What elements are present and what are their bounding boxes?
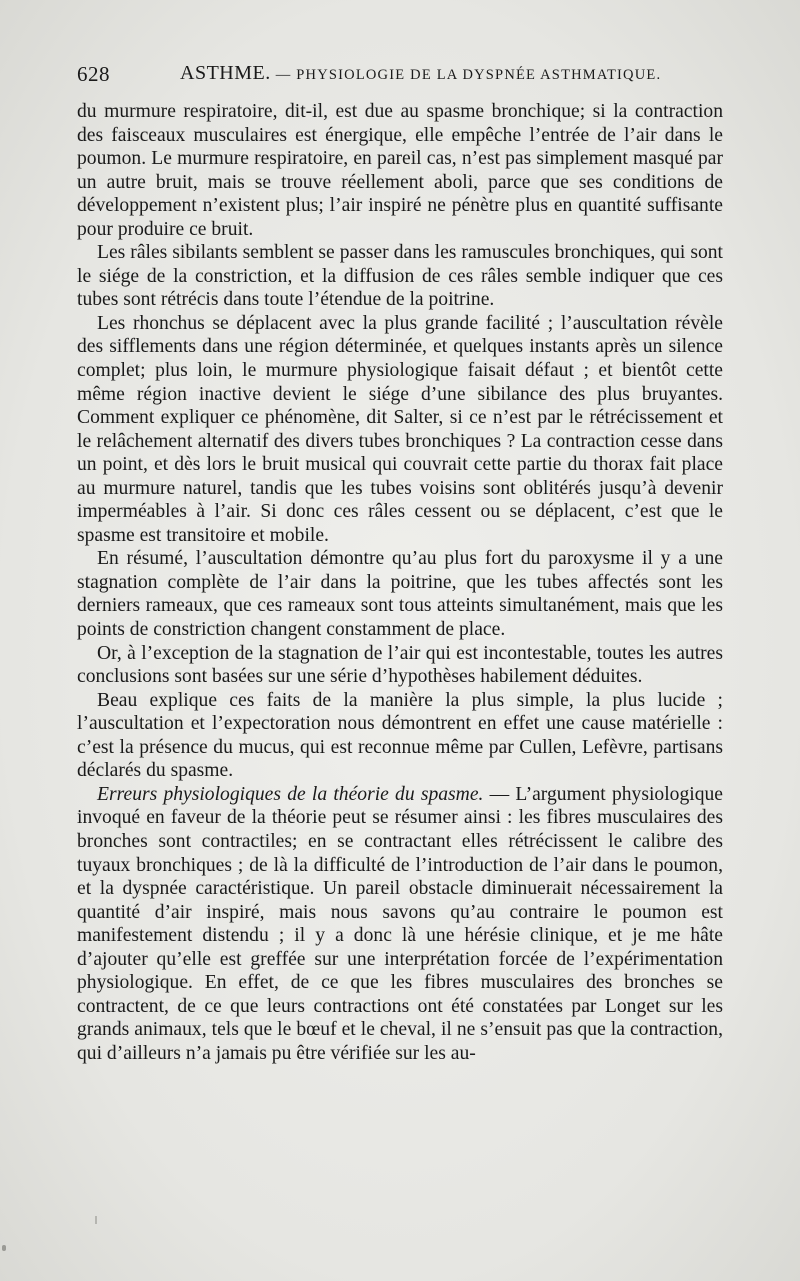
running-title-sub: — PHYSIOLOGIE DE LA DYSPNÉE ASTHMATIQUE. [275, 67, 662, 83]
running-title-main: ASTHME. [180, 62, 271, 84]
paragraph-7 [77, 783, 723, 1066]
body-text [77, 100, 723, 1065]
section-heading-italic: Erreurs physiologiques de la théorie du spasme. [97, 783, 484, 805]
paragraph-2: Les râles sibilants semblent se passer dans les ramuscules bronchiques, qui sont le siége de la constriction, et la diffusion de ces râles semble indiquer que ces tubes sont rétrécis dans toute l’étendue de la poitrine. [77, 242, 723, 311]
paragraph-7-text: — L’argument physiologique invoqué en faveur de la théorie peut se résumer ainsi : les fibres musculaires des bronches sont contractiles; en se contractant elles rétrécissent le calibre des tuyaux bronchiques ; de là la difficulté de l’introduction de l’air dans le poumon, et la dyspnée caractéristique. Un pareil obstacle diminuerait nécessairement la quantité d’air inspiré, mais nous savons qu’au contraire le poumon est manifestement distendu ; il y a donc là une hérésie clinique, et je me hâte d’ajouter qu’elle est greffée sur une interprétation forcée de l’expérimentation physiologique. En effet, de ce que les fibres musculaires des bronches se contractent, de ce que leurs contractions ont été constatées par Longet sur les grands animaux, tels que le bœuf et le cheval, il ne s’ensuit pas que la contraction, qui d’ailleurs n’a jamais pu être vérifiée sur les au- [77, 783, 723, 1064]
paragraph-4: En résumé, l’auscultation démontre qu’au plus fort du paroxysme il y a une stagnation complète de l’air dans la poitrine, que les tubes affectés sont les derniers rameaux, que ces rameaux sont tous atteints simultanément, mais que les points de constriction changent constamment de place. [77, 548, 723, 641]
paper-speck [2, 1245, 6, 1251]
paper-mark [95, 1216, 97, 1224]
paragraph-5: Or, à l’exception de la stagnation de l’air qui est incontestable, toutes les autres conclusions sont basées sur une série d’hypothèses habilement déduites. [77, 642, 723, 688]
running-title [180, 62, 661, 85]
paragraph-6: Beau explique ces faits de la manière la plus simple, la plus lucide ; l’auscultation et l’expectoration nous démontrent en effet une cause matérielle : c’est la présence du mucus, qui est reconnue même par Cullen, Lefèvre, partisans déclarés du spasme. [77, 689, 723, 782]
running-header [77, 62, 727, 90]
page-number: 628 [77, 62, 110, 86]
paragraph-1: du murmure respiratoire, dit-il, est due au spasme bronchique; si la contraction des faisceaux musculaires est énergique, elle empêche l’entrée de l’air dans le poumon. Le murmure respiratoire, en pareil cas, n’est pas simplement masqué par un autre bruit, mais se trouve réellement aboli, parce que ses conditions de développement n’existent plus; l’air inspiré ne pénètre plus en quantité suffisante pour produire ce bruit. [77, 101, 723, 240]
paragraph-3: Les rhonchus se déplacent avec la plus grande facilité ; l’auscultation révèle des sifflements dans une région déterminée, et quelques instants après un silence complet; plus loin, le murmure physiologique faisait défaut ; et bientôt cette même région inactive devient le siége d’une sibilance des plus bruyantes. Comment expliquer ce phénomène, dit Salter, si ce n’est par le rétrécissement et le relâchement alternatif des divers tubes bronchiques ? La contraction cesse dans un point, et dès lors le bruit musical qui couvrait cette partie du thorax fait place au murmure naturel, tandis que les tubes voisins sont oblitérés jusqu’à devenir imperméables à l’air. Si donc ces râles cessent ou se déplacent, c’est que le spasme est transitoire et mobile. [77, 312, 723, 546]
